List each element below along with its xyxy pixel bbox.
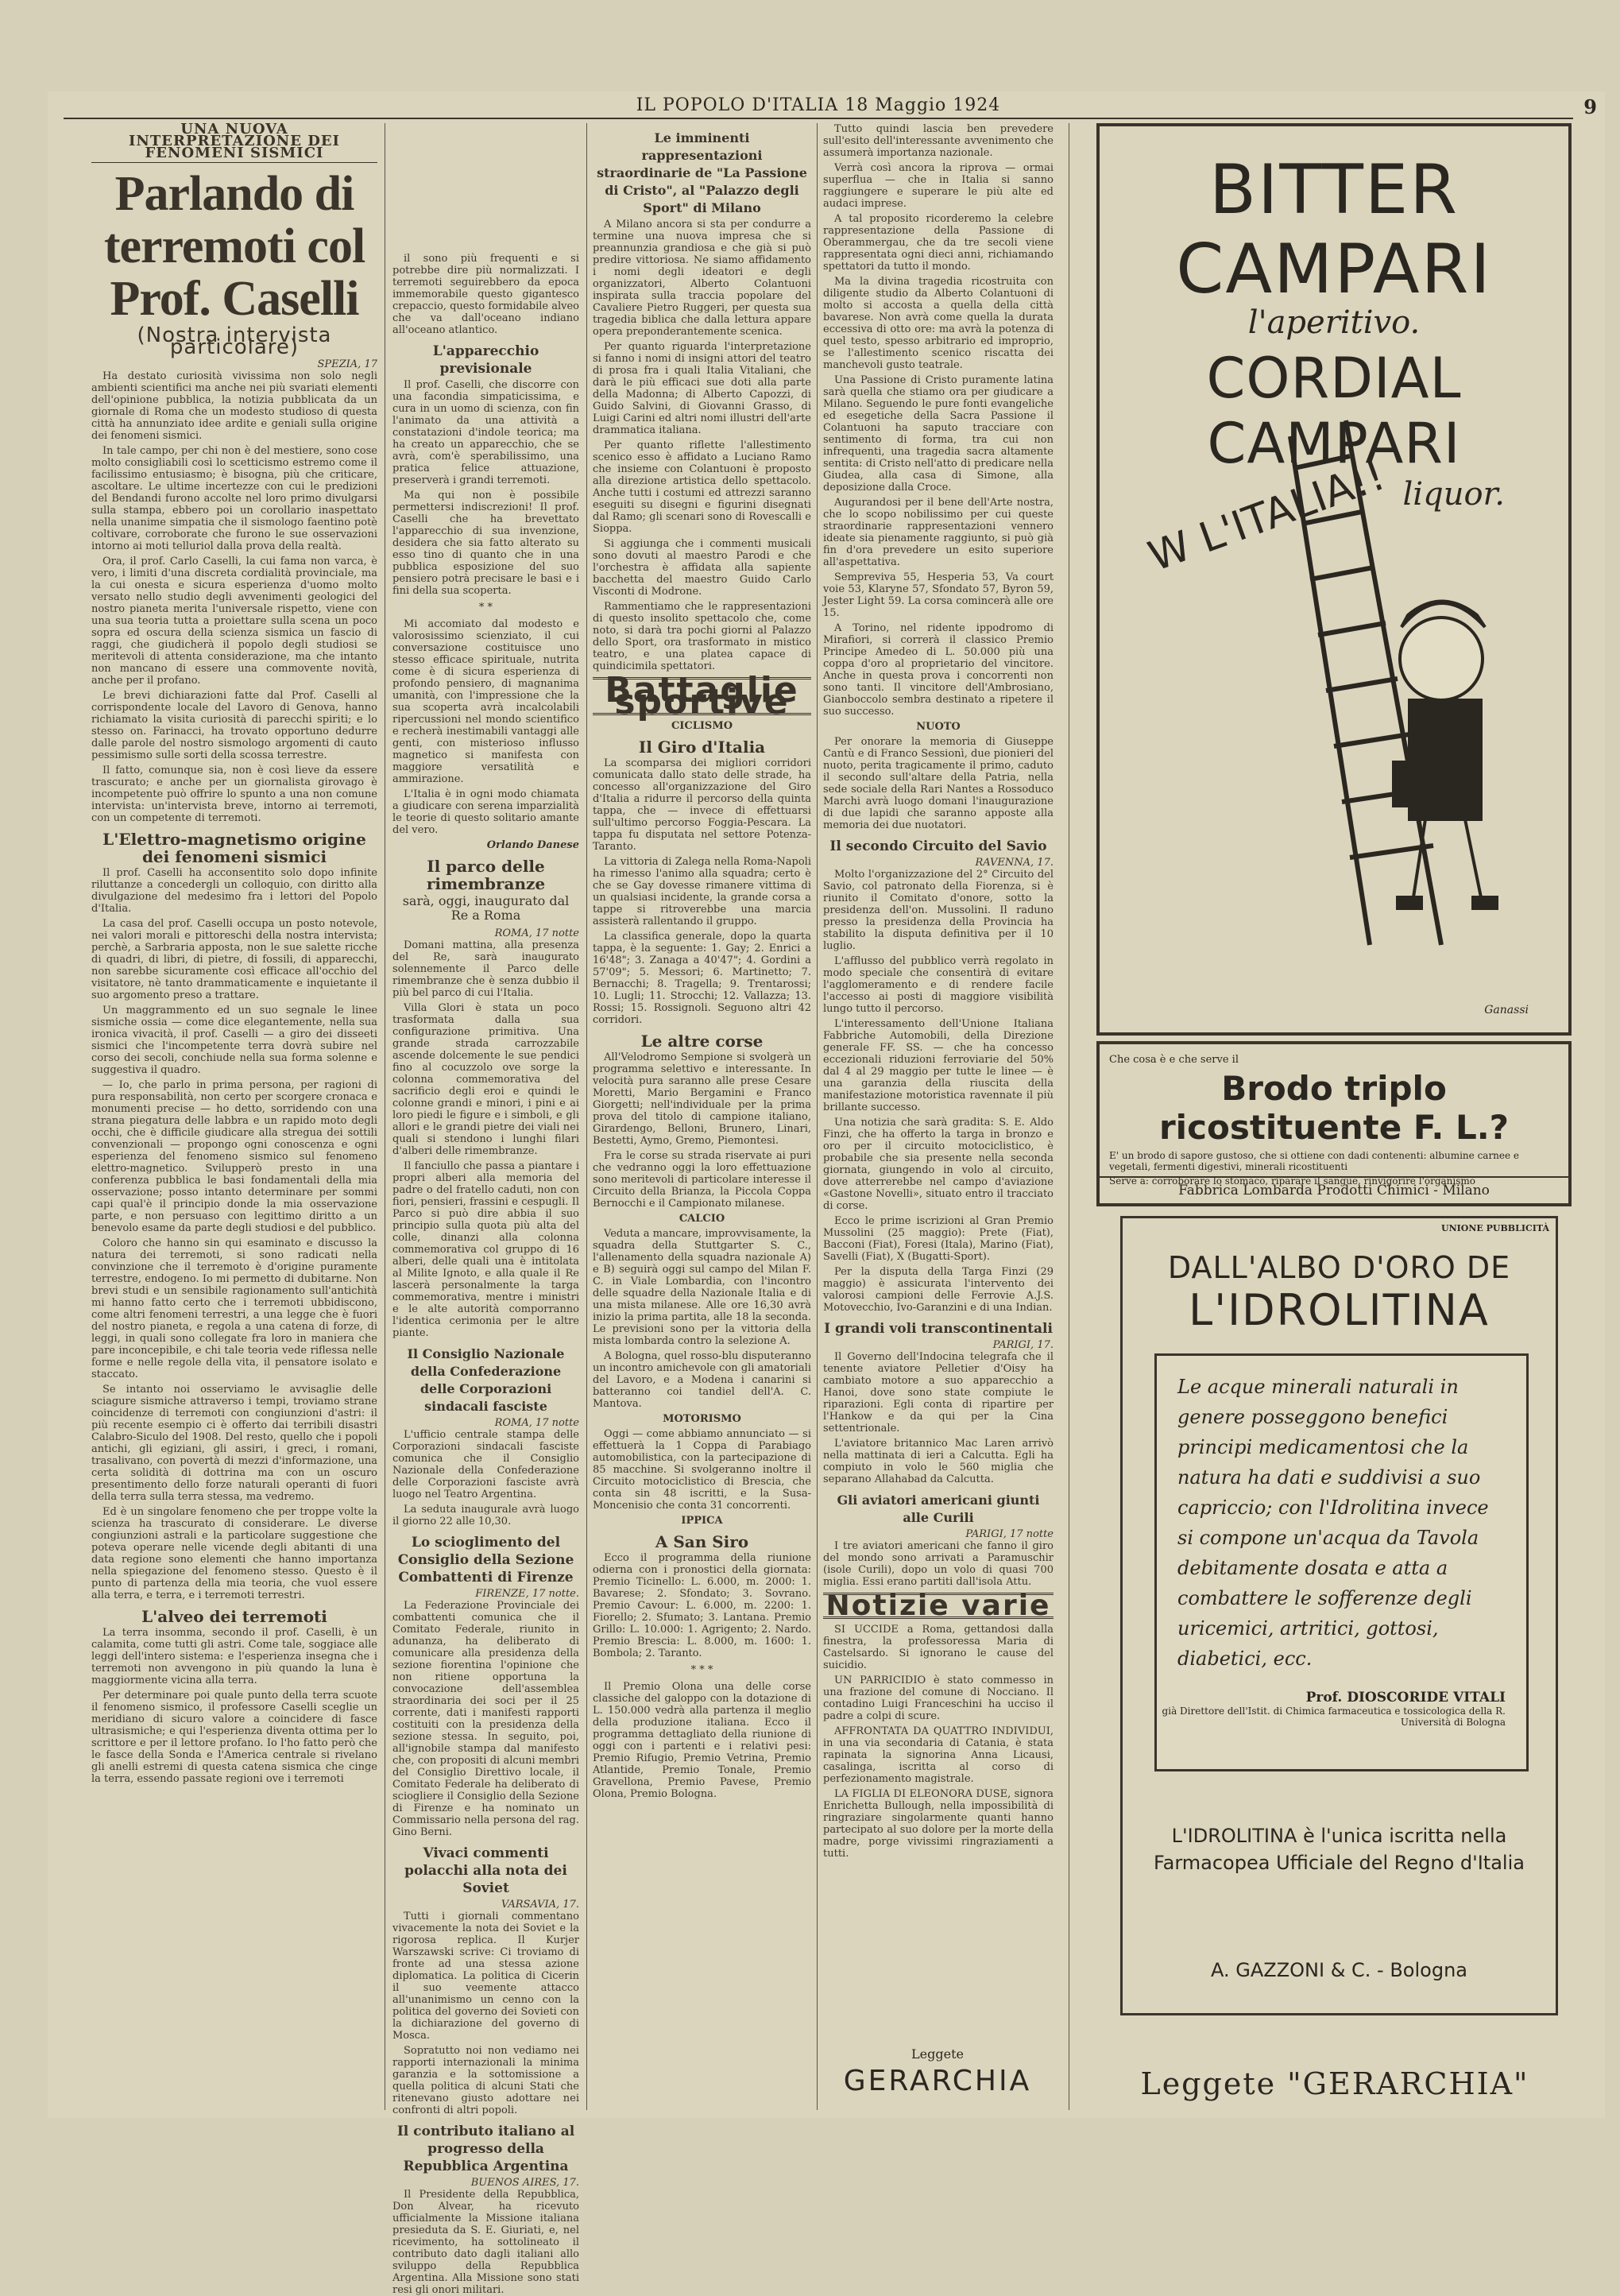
paragraph: SI UCCIDE a Roma, gettandosi dalla finestra, la professoressa Maria di Castelsardo. Si ignorano le cause del suicidio. (823, 1624, 1054, 1671)
dateline: RAVENNA, 17. (975, 857, 1054, 869)
paragraph: Il prof. Caselli ha acconsentito solo dopo infinite riluttanze a concedergli un colloquio, con diritto alla divulgazione del medesimo fra i lettori del Popolo d'Italia. (91, 867, 377, 915)
byline: Orlando Danese (486, 839, 579, 851)
section-heading: L'apparecchio previsionale (432, 343, 539, 377)
paragraph: A tal proposito ricorderemo la celebre rappresentazione della Passione di Oberammergau, che da tre secoli viene rappresentata ogni dieci anni, richiamando spettatori da tutto il mondo. (823, 213, 1054, 273)
paragraph: AFFRONTATA DA QUATTRO INDIVIDUI, in una via secondaria di Catania, è stata rapinata la signorina Anna Licausi, casalinga, iscritta al corso di perfezionamento magistrale. (823, 1725, 1054, 1785)
sport-category: NUOTO (916, 721, 961, 733)
paragraph: Sopratutto noi non vediamo nei rapporti internazionali la minima garanzia e la sottomissione a quella politica di alcuni Stati che ritenevano giusto adottare nei confronti di altri popoli. (392, 2045, 579, 2116)
campari-slogan: W L'ITALIA!! (1142, 451, 1392, 582)
sport-category: CALCIO (679, 1213, 725, 1225)
paragraph: Tutti i giornali commentano vivacemente la nota dei Soviet e la rigorosa replica. Il Kurjer Warszawski scrive: Ci troviamo di fronte ad una stessa azione diplomatica. La politica di Cicerin il suo veemente attacco all'unanimismo un cenno con la politica del governo dei Sovieti con la dichiarazione del governo di Mosca. (392, 1911, 579, 2042)
idrolitina-brand: L'IDROLITINA (1189, 1285, 1490, 1335)
paragraph: Il Premio Olona una delle corse classiche del galoppo con la dotazione di L. 150.000 vedrà alla partenza il meglio della produzione italiana. Ecco il programma dettagliato della riunione di oggi con i partenti e i relativi pesi: Premio Rifugio, Premio Vetrina, Premio Atlantide, Premio Tonale, Premio Gravellona, Premio Pavese, Premio Olona, Premio Bologna. (593, 1681, 811, 1800)
campari-ad (1096, 123, 1572, 1036)
paragraph: Fra le corse su strada riservate ai puri che vedranno oggi la loro effettuazione sono meritevoli di particolare interesse il Circuito della Brianza, la Piccola Coppa Bernocchi e il Campionato milanese. (593, 1150, 811, 1210)
sport-category: MOTORISMO (663, 1413, 741, 1425)
brodo-serve: Serve a: corroborare lo stomaco, riparare il sangue, rinvigorire l'organismo (1109, 1175, 1475, 1187)
paragraph: L'Italia è in ogni modo chiamata a giudicare con serena imparzialità le teorie di questo solitario amante del vero. (392, 788, 579, 836)
paragraph: A Bologna, quel rosso-blu disputeranno un incontro amichevole con gli amatoriali del Lavoro, e a Modena i canarini si batteranno coi tandiel dell'A. C. Mantova. (593, 1350, 811, 1410)
brodo-description: E' un brodo di sapore gustoso, che si ottiene con dadi contenenti: albumine carnee e vegetali, fermenti digestivi, minerali ricostituenti (1109, 1150, 1520, 1172)
column-4 (823, 123, 1054, 2039)
paragraph: Il fatto, comunque sia, non è così lieve da essere trascurato; e anche per un giornalista girovago è incompetente può offrire lo spunto a una non comune intervista: un'intervista breve, intorno ai terremoti, con un competente di terremoti. (91, 765, 377, 824)
section-heading: L'Elettro-magnetismo origine dei fenomeni sismici (102, 830, 366, 866)
paragraph: il sono più frequenti e si potrebbe dire più normalizzati. I terremoti seguirebbero da epoca immemorabile questo gigantesco crepaccio, questo formidabile alveo che va dall'oceano indiano all'oceano atlantico. (392, 253, 579, 336)
idrolitina-ad (1120, 1216, 1558, 2015)
paragraph: Augurandosi per il bene dell'Arte nostra, che lo scopo nobilissimo per cui queste straordinarie rappresentazioni vennero ideate sia pienamente raggiunto, si può già fin d'ora prevedere un esito superiore all'aspettativa. (823, 497, 1054, 568)
separator-stars: * * (478, 602, 493, 614)
brodo-footer: Fabbrica Lombarda Prodotti Chimici - Milano (1100, 1176, 1568, 1203)
dateline: VARSAVIA, 17. (501, 1899, 579, 1911)
headline-polacchi: Vivaci commenti polacchi alla nota dei Soviet (404, 1845, 567, 1896)
paragraph: — Io, che parlo in prima persona, per ragioni di pura responsabilità, non certo per scorgere cronaca e monumenti precise — ho detto, sorridendo con una strana piegatura delle labbra e un rapido moto degli occhi, che è difficile giudicare alla stregua dei sottili convenzionali — propongo ogni conoscenza e ogni esperienza del fenomeno sismico sul fenomeno elettro-magnetico. Svilupperò presto in una conferenza pubblica le basi fondamentali della mia osservazione; posso intanto determinare per sommi capi qual'è il principio donde la mia osservazione parte, e non persuaso con legittimo diritto a un benevolo esame da parte degli studiosi e del pubblico. (91, 1079, 377, 1234)
dateline: PARIGI, 17 notte (965, 1528, 1054, 1540)
dateline: SPEZIA, 17 (317, 358, 377, 370)
headline-savio: Il secondo Circuito del Savio (829, 838, 1047, 854)
dateline: FIRENZE, 17 notte. (475, 1588, 579, 1600)
kicker: UNA NUOVA INTERPRETAZIONE DEI FENOMENI SISMICI (91, 123, 377, 163)
ad-agency-tag: UNIONE PUBBLICITÀ (1440, 1223, 1549, 1233)
campari-liquor: liquor. (1402, 476, 1505, 513)
masthead-title: IL POPOLO D'ITALIA 18 Maggio 1924 (636, 95, 1001, 115)
column-2 (392, 253, 579, 2296)
paragraph: Per determinare poi quale punto della terra scuote il fenomeno sismico, il professore Caselli sceglie un meridiano di sicuro valore a coincidere di fasce ultrasismiche; e qui l'esperienza diventa ottima per lo scrittore e per il lettore profano. Io l'ho fatto però che le fasce della Sonda e l'America centrale si rivelano gli anelli estremi di questa catena sismica che cinge la terra, essendo passate regioni ove i terremoti (91, 1690, 377, 1785)
paragraph: La scomparsa dei migliori corridori comunicata dallo stato delle strade, ha concesso all'organizzazione del Giro d'Italia a ridurre il percorso della quinta tappa, che — invece di effettuarsi sull'ultimo percorso Foggia-Pescara. La tappa fu disputata nel settore Potenza-Taranto. (593, 757, 811, 853)
headline-scioglimento: Lo scioglimento del Consiglio della Sezione Combattenti di Firenze (397, 1535, 574, 1586)
paragraph: Il Governo dell'Indocina telegrafa che il tenente aviatore Pelletier d'Oisy ha cambiato motore a suo apparecchio a Hanoi, dove sono state compiute le riparazioni. Egli conta di ripartire per l'Hankow e da qui per la Cina settentrionale. (823, 1351, 1054, 1435)
paragraph: Villa Glori è stata un poco trasformata dalla sua configurazione primitiva. Una grande strada carrozzabile ascende dolcemente le sue pendici fino al cocuzzolo ove sorge la colonna commemorativa del sacrificio degli eroi e quindi le colonne grandi e minori, i pini e ai loro piedi le figure e i simboli, e gli allori e le grandi pietre dei viali nei quali si stendono i lunghi filari d'alberi delle rimembranze. (392, 1002, 579, 1157)
paragraph: Sempreviva 55, Hesperia 53, Va court voie 53, Klaryne 57, Sfondato 57, Byron 59, Jester Light 59. La corsa comincerà alle ore 15. (823, 571, 1054, 619)
dateline: PARIGI, 17. (992, 1339, 1054, 1351)
separator-stars: * * * (690, 1664, 713, 1676)
paragraph: Per la disputa della Targa Finzi (29 maggio) è assicurata l'intervento dei valorosi campioni delle Ferrovie A.J.S. Motovecchio, Ivo-Garanzini e di una Indian. (823, 1266, 1054, 1314)
paragraph: All'Velodromo Sempione si svolgerà un programma selettivo e interessante. In velocità pura saranno alle prese Cesare Moretti, Mario Bergamini e Franco Giorgetti; nell'individuale per la prima prova del titolo di campione italiano, Girardengo, Belloni, Brunero, Linari, Bestetti, Aymo, Gremo, Piemontesi. (593, 1051, 811, 1147)
paragraph: UN PARRICIDIO è stato commesso in una frazione del comune di Nocciano. Il contadino Luigi Franceschini ha ucciso il padre a colpi di scure. (823, 1675, 1054, 1722)
paragraph: Si aggiunga che i commenti musicali sono dovuti al maestro Parodi e che l'orchestra è affidata alla sapiente bacchetta del maestro Guido Carlo Visconti di Modrone. (593, 538, 811, 598)
paragraph: Rammentiamo che le rappresentazioni di questo insolito spettacolo che, come noto, si darà tra pochi giorni al Palazzo dello Sport, ora trasformato in mistico teatro, e una platea capace di quindicimila spettatori. (593, 601, 811, 672)
headline: Parlando di terremoti col Prof. Caselli (103, 167, 365, 326)
paragraph: Oggi — come abbiamo annunciato — si effettuerà la 1 Coppa di Parabiago automobilistica, con la partecipazione di 85 macchine. Si svolgeranno inoltre il Circuito motociclistico di Brescia, che conta sin 48 iscritti, e la Susa-Moncenisio che conta 31 concorrenti. (593, 1428, 811, 1512)
paragraph: Una Passione di Cristo puramente latina sarà quella che stiamo ora per giudicare a Milano. Seguendo le pure fonti evangeliche ed esegetiche della Sacra Passione il Colantuoni ha saputo tracciare con sentimento di forma, tra cui non infrequenti, una tragedia sacra altamente sentita: di Cristo nell'atto di predicare nella Giudea, alla casa di Simone, alla deposizione dalla Croce. (823, 374, 1054, 494)
headline-san-siro: A San Siro (655, 1532, 749, 1551)
paragraph: Il prof. Caselli, che discorre con una facondia simpaticissima, e cura in un uomo di scienza, con fin l'animato da una attività a constatazioni d'indole teorica; ma ha creato un apparecchio, che se avrà, com'è sperabilissimo, una pratica felice attuazione, preserverà i grandi terremoti. (392, 379, 579, 486)
paragraph: A Milano ancora si sta per condurre a termine una nuova impresa che si preannunzia grandiosa e che già si può predire vittoriosa. Ne siamo affidamento i nomi degli ideatori e degli organizzatori, Alberto Colantuoni inspirata sulla traccia popolare del Cavaliere Pietro Ruggeri, per questa sua tragedia biblica che dalla lettura appare opera preponderantemente scenica. (593, 219, 811, 338)
brodo-ad (1096, 1041, 1572, 1206)
campari-bitter: BITTER CAMPARI (1176, 150, 1492, 309)
paragraph: I tre aviatori americani che fanno il giro del mondo sono arrivati a Paramuschir (isole Curili), dopo un volo di quasi 700 miglia. Essi erano partiti dall'isola Attu. (823, 1540, 1054, 1588)
brodo-question: Che cosa è e che serve il (1109, 1054, 1239, 1066)
paragraph: Tutto quindi lascia ben prevedere sull'esito dell'interessante avvenimento che assumerà importanza nazionale. (823, 123, 1054, 159)
paragraph: Ha destato curiosità vivissima non solo negli ambienti scientifici ma anche nei più svariati elementi dell'opinione pubblica, la notizia pubblicata da un giornale di Roma che un modesto studioso di questa città ha annunziato idee ardite e geniali sulla origine dei fenomeni sismici. (91, 370, 377, 442)
paragraph: A Torino, nel ridente ippodromo di Mirafiori, si correrà il classico Premio Principe Amedeo di L. 50.000 più una coppa d'oro al proprietario del vincitore. Anche in questa prova i concorrenti non sono tanti. Il vincitore dell'Ambrosiano, Gianboccolo sembra destinato a ripetere il suo successo. (823, 622, 1054, 718)
headline-parco: Il parco delle rimembranze (426, 857, 546, 893)
dateline: BUENOS AIRES, 17. (470, 2177, 579, 2189)
dateline: ROMA, 17 notte (494, 1417, 579, 1429)
paragraph: Ma qui non è possibile permettersi indiscrezioni! Il prof. Caselli che ha brevettato l'apparecchio di sua invenzione, desidera che sia fatto alterato su esso tino di quanto che in una pubblica esposizione del suo pensiero potrà precisare le basi e i fini della sua scoperta. (392, 490, 579, 597)
campari-cordial: CORDIAL CAMPARI (1206, 346, 1462, 476)
paragraph: La casa del prof. Caselli occupa un posto notevole, nei valori morali e pittoreschi della nostra intervista; perchè, a Sarbraria apposta, non le sue salette ricche di quadri, di libri, di pietre, di fossili, di apparecchi, non sarebbe sicuramente così efficace all'occhio del visitatore, nè tanto drammaticamente e inquietante il suo argomento preso a trattare. (91, 918, 377, 1001)
dateline: ROMA, 17 notte (494, 927, 579, 939)
headline-argentina: Il contributo italiano al progresso della Repubblica Argentina (396, 2124, 575, 2174)
headline-notizie-varie: Notizie varie (823, 1593, 1054, 1619)
paragraph: Il fanciullo che passa a piantare i propri alberi alla memoria del padre o del fratello caduti, non con fiori, pensieri, frassini e cespugli. Il Parco si può dire abbia il suo principio sulla quota più alta del colle, dinanzi alla colonna commemorativa col gruppo di 16 alberi, delle quali una è intitolata al Milite Ignoto, e alla quale il Re lascerà personalmente la targa commemorativa, mentre i ministri e le alte autorità comporranno l'identica cerimonia per le altre piante. (392, 1160, 579, 1339)
headline-giro: Il Giro d'Italia (638, 738, 766, 757)
subhead: (Nostra intervista particolare) (137, 323, 332, 359)
paragraph: La classifica generale, dopo la quarta tappa, è la seguente: 1. Gay; 2. Enrici a 16'48"; 3. Zanaga a 40'47"; 4. Gordini a 57'09"; 5. Messori; 6. Martinetto; 7. Bernacchi; 8. Tragella; 9. Trentarossi; 10. Lugli; 11. Strocchi; 12. Vallazza; 13. Rossi; 15. Rossignoli. Seguono altri 42 corridori. (593, 931, 811, 1026)
idrolitina-signature: Prof. DIOSCORIDE VITALI (1305, 1690, 1506, 1706)
paragraph: L'aviatore britannico Mac Laren arrivò nella mattinata di ieri a Calcutta. Egli ha compiuto in volo le 560 miglia che separano Allahabad da Calcutta. (823, 1438, 1054, 1485)
campari-signature: Ganassi (1484, 1004, 1529, 1016)
section-heading: L'alveo dei terremoti (141, 1607, 327, 1626)
masthead (64, 94, 1597, 119)
sport-category: CICLISMO (671, 720, 733, 732)
leggete-label: Leggete (911, 2046, 964, 2062)
headline-altre-corse: Le altre corse (640, 1032, 764, 1051)
headline-aviatori: Gli aviatori americani giunti alle Curili (837, 1493, 1040, 1525)
paragraph: Ecco le prime iscrizioni al Gran Premio Mussolini (25 maggio): Prete (Fiat), Bacconi (Fiat), Foresi (Itala), Marino (Fiat), Savelli (Fiat), X (Bugatti-Sport). (823, 1215, 1054, 1263)
headline-consiglio: Il Consiglio Nazionale della Confederazione delle Corporazioni sindacali fasciste (407, 1346, 565, 1414)
idrolitina-heading: DALL'ALBO D'ORO DE (1167, 1250, 1511, 1285)
paragraph: In tale campo, per chi non è del mestiere, sono cose molto consigliabili così lo scetticismo estremo come il facilissimo entusiasmo; è bisogna, più che criticare, ascoltare. Le ultime incertezze con cui le predizioni del Bendandi furono accolte nel loro primo divulgarsi sulla stampa, ebbero poi un corollario inaspettato nella unanime simpatia che il sismologo faentino potè coltivare, corroborate che furono le sue osservazioni intorno ai moti telluriol dalla prova della realtà. (91, 445, 377, 552)
idrolitina-book (1154, 1353, 1529, 1771)
paragraph: Un maggrammento ed un suo segnale le linee sismiche ossia — come dice elegantemente, nella sua ironica vivacità, il prof. Caselli — a giro dei disseeti sismici che l'incompetente terra dovrà subire nel corso dei secoli, conchiude nella sua forma solenne e suggestiva il quadro. (91, 1005, 377, 1076)
paragraph: Molto l'organizzazione del 2° Circuito del Savio, col patronato della Fiorenza, si è riunito il Comitato d'onore, sotto la presidenza dell'on. Mussolini. Il raduno presso la presidenza della Provincia ha stabilito la disputa definitiva per il 10 luglio. (823, 869, 1054, 952)
gerarchia-footer: Leggete "GERARCHIA" (1140, 2066, 1529, 2101)
campari-illustration (1108, 389, 1552, 1009)
campari-aperitivo: l'aperitivo. (1247, 304, 1421, 341)
article-caselli (91, 123, 377, 2110)
paragraph: Una notizia che sarà gradita: S. E. Aldo Finzi, che ha offerto la targa in bronzo e oro per il circuito motociclistico, è probabile che sia presente nella seconda giornata, giungendo in volo al circuito, dove atterrerebbe nel campo d'aviazione «Gastone Novelli», situato entro il tracciato di corse. (823, 1117, 1054, 1212)
paragraph: L'interessamento dell'Unione Italiana Fabbriche Automobili, della Direzione generale FF. SS. — che ha concesso eccezionali riduzioni ferroviarie del 50% dal 4 al 29 maggio per tutte le linee — è una garanzia della riuscita della manifestazione motoristica ravennate il più brillante successo. (823, 1018, 1054, 1113)
paragraph: La terra insomma, secondo il prof. Caselli, è un calamita, come tutti gli astri. Come tale, soggiace alle leggi dell'intero sistema: e l'esperienza insegna che i terremoti non avvengono in più quando la luna è maggiormente vicina alla terra. (91, 1627, 377, 1686)
paragraph: Mi accomiato dal modesto e valorosissimo scienziato, il cui conversazione costituisce uno stesso efficace spirituale, nutrita come è di sicura esperienza di profondo pensiero, di magnanima umanità, con l'impressione che la sua scoperta avrà incalcolabili ripercussioni nel mondo scientifico e recherà inestimabili vantaggi alle genti, con misterioso influsso magnetico si manifesta con maggiore versatilità e ammirazione. (392, 618, 579, 785)
idrolitina-maker: A. GAZZONI & C. - Bologna (1210, 1959, 1467, 1981)
paragraph: L'afflusso del pubblico verrà regolato in modo speciale che consentirà di evitare l'agglomeramento e di rendere facile l'accesso ai posti di maggiore visibilità lungo tutto il percorso. (823, 955, 1054, 1015)
column-rule (817, 123, 818, 2110)
headline-passione: Le imminenti rappresentazioni straordinarie de "La Passione di Cristo", al "Palazzo degli Sport" di Milano (597, 130, 807, 215)
brodo-brand: Brodo triplo ricostituente F. L.? (1158, 1069, 1510, 1147)
paragraph: Le brevi dichiarazioni fatte dal Prof. Caselli al corrispondente locale del Lavoro di Genova, hanno richiamato la visita curiosità di parecchi spiriti; e lo stesso on. Farinacci, ha trovato opportuno dedurre dalle parole del nostro sismologo argomenti di cauto pessimismo sulle sorti della scossa terrestre. (91, 690, 377, 761)
page-number: 9 (1583, 95, 1597, 118)
paragraph: Per quanto riflette l'allestimento scenico esso è affidato a Luciano Ramo che insieme con Colantuoni è proposto alla direzione artistica dello spettacolo. Anche tutti i costumi ed attrezzi saranno eseguiti su disegni e figurini disegnati dal Ramo; gli scenari sono di Rovescalli e Sioppa. (593, 439, 811, 535)
paragraph: Coloro che hanno sin qui esaminato e discusso la natura dei terremoti, si sono radicati nella convinzione che il terremoto è d'origine puramente terrestre, endogeno. Io mi permetto di dubitarne. Non brevi studi e un sensibile ragionamento sull'antichità mi hanno fatto certo che i terremoti ubbidiscono, come altri fenomeni terrestri, a una legge che è fuori del nostro pianeta, e regola a una catena di forze, di leggi, in quali sono collegate fra loro in maniera che pare inconcepibile, e chi tale teoria vede riflessa nelle forme e nelle regole della vita, il pensatore isolato e staccato. (91, 1237, 377, 1380)
paragraph: Il Presidente della Repubblica, Don Alvear, ha ricevuto ufficialmente la Missione italiana presieduta da S. E. Giuriati, e, nel ricevimento, ha sottolineato il contributo dato dagli italiani allo sviluppo della Repubblica Argentina. Alla Missione sono stati resi gli onori militari. (392, 2189, 579, 2296)
paragraph: L'ufficio centrale stampa delle Corporazioni sindacali fasciste comunica che il Consiglio Nazionale della Confederazione delle Corporazioni fasciste avrà luogo nel Teatro Argentina. (392, 1429, 579, 1500)
idrolitina-signature-title: già Direttore dell'Istit. di Chimica farmaceutica e tossicologica della R. Università di Bologna (1162, 1706, 1506, 1728)
paragraph: Se intanto noi osserviamo le avvisaglie delle sciagure sismiche attraverso i tempi, troviamo strane coincidenze di terremoti con congiunzioni d'astri: il più recente esempio ci è offerto dai terribili disastri Calabro-Siculo del 1908. Del resto, quello che i popoli antichi, gli egiziani, gli assiri, i greci, i romani, trasalivano, con povertà di mezzi d'informazione, una certa solidità di dottrina ma con un oscuro presentimento dello forze naturali operanti di fuori della terra sulla terra stessa, ma vedremo. (91, 1384, 377, 1503)
paragraph: Per onorare la memoria di Giuseppe Cantù e di Franco Sessionì, due pionieri del nuoto, perita tragicamente il primo, caduto il secondo sull'altare della Patria, nella sede sociale della Rari Nantes a Rossoduco Marchi avrà luogo domani l'inaugurazione di due lapidi che saranno apposte alla memoria dei due nuotatori. (823, 736, 1054, 831)
column-rule (586, 123, 587, 2110)
sport-category: IPPICA (681, 1515, 723, 1527)
paragraph: La Federazione Provinciale dei combattenti comunica che il Comitato Federale, riunito in adunanza, ha deliberato di comunicare alla presidenza della sezione fiorentina l'opinione che non ritiene opportuna la convocazione dell'assemblea straordinaria dei soci per il 25 corrente, dati i manifesti rapporti costituiti con la presidenza della sezione stessa. In seguito, poi, all'ignobile stampa dal manifesto che, con propositi di alcuni membri del Consiglio Direttivo locale, il Comitato Federale ha deliberato di sciogliere il Consiglio della Sezione di Firenze e ha nominato un Commissario nella persona del rag. Gino Berni. (392, 1600, 579, 1838)
paragraph: La seduta inaugurale avrà luogo il giorno 22 alle 10,30. (392, 1504, 579, 1527)
idrolitina-farmacopea: L'IDROLITINA è l'unica iscritta nella Farmacopea Ufficiale del Regno d'Italia (1154, 1825, 1525, 1874)
paragraph: Ed è un singolare fenomeno che per troppe volte la scienza ha trascurato di considerare. Le diverse congiunzioni astrali e la particolare suggestione che poteva operare nelle vicende degli abitanti di una data regione sono elementi che hanno importanza nella spiegazione del fenomeno stesso. Questo è il punto di partenza della mia teoria, che vuol essere alla terra, e terra, e i terremoti terrestri. (91, 1506, 377, 1601)
sports-banner: Battaglie sportive (593, 677, 811, 715)
paragraph: Per quanto riguarda l'interpretazione si fanno i nomi di insigni attori del teatro di prosa fra i quali Italia Vitaliani, che darà le più efficaci sue doti alla parte della Madonna; di Alberto Capozzi, di Guido Salvini, di Giovanni Grasso, di Luigi Carini ed altri nomi illustri dell'arte drammatica italiana. (593, 341, 811, 436)
paragraph: Verrà così ancora la riprova — ormai superflua — che in Italia si sanno raggiungere e superare le più alte ed audaci imprese. (823, 162, 1054, 210)
column-3 (593, 123, 811, 2110)
idrolitina-testimonial: Le acque minerali naturali in genere posseggono benefici principi medicamentosi che la natura ha dati e suddivisi a suo capriccio; con l'Idrolitina invece si compone un'acqua da Tavola debitamente dosata e atta a combattere le sofferenze degli uricemici, artritici, gottosi, diabetici, ecc. (1177, 1376, 1489, 1670)
paragraph: La vittoria di Zalega nella Roma-Napoli ha rimesso l'animo alla squadra; certo è che se Gay dovesse rimanere vittima di un qualsiasi incidente, la grande corsa a tappe si ritroverebbe una marcia assisterà rallentando il gruppo. (593, 856, 811, 927)
paragraph: Ecco il programma della riunione odierna con i pronostici della giornata: Premio Ticinello: L. 6.000, m. 2000: 1. Bavarese; 2. Sfondato; 3. Sovrano. Premio Cavour: L. 6.000, m. 2200: 1. Fiorello; 2. Sfumato; 3. Lantana. Premio Grillo: L. 10.000: 1. Agrigento; 2. Nardo. Premio Brescia: L. 8.000, m. 1600: 1. Bombola; 2. Taranto. (593, 1552, 811, 1659)
paragraph: Domani mattina, alla presenza del Re, sarà inaugurato solennemente il Parco delle rimembranze che è senza dubbio il più bel parco di cui l'Italia. (392, 939, 579, 999)
paragraph: LA FIGLIA DI ELEONORA DUSE, signora Enrichetta Bullough, nella impossibilità di ringraziare singolarmente quanti hanno partecipato al suo dolore per la morte della madre, porge vivissimi ringraziamenti a tutti. (823, 1788, 1054, 1860)
headline-voli: I grandi voli transcontinentali (824, 1321, 1053, 1337)
paragraph: Ora, il prof. Carlo Caselli, la cui fama non varca, è vero, i limiti d'una discreta cordialità provinciale, ma la cui onesta e sicura esperienza d'uomo molto versato nello studio degli avvenimenti geologici del nostro pianeta merita l'universale rispetto, viene con una sua teoria tutta a proiettare sulla scena un poco sopra ed oscura della scienza sismica un fascio di raggi, che giudicherà il popolo degli studiosi se meritevoli di attenta considerazione, ma che intanto non mancano di essere una commovente novità, anche per il profano. (91, 556, 377, 687)
paragraph: Veduta a mancare, improvvisamente, la squadra della Stuttgarter S. C., l'allenamento della squadra nazionale A) e B) seguirà oggi sul campo del Milan F. C. in Viale Lombardia, con l'incontro delle squadre della Nazionale Italia e di una mista milanese. Alle ore 16,30 avrà inizio la prima partita, alle 18 la seconda. Le previsioni sono per la vittoria della mista lombarda contro la selezione A. (593, 1228, 811, 1347)
subheadline-parco: sarà, oggi, inaugurato dal Re a Roma (402, 893, 570, 923)
paragraph: Ma la divina tragedia ricostruita con diligente studio da Alberto Colantuoni di molto si accosta a quella della città bavarese. Non avrà come quella la durata eccessiva di otto ore: ma avrà la potenza di quel testo, spesso arbitrario ed improprio, se l'allestimento scenico riscatta dei manchevoli gusto teatrale. (823, 276, 1054, 371)
gerarchia-label: GERARCHIA (843, 2065, 1032, 2097)
